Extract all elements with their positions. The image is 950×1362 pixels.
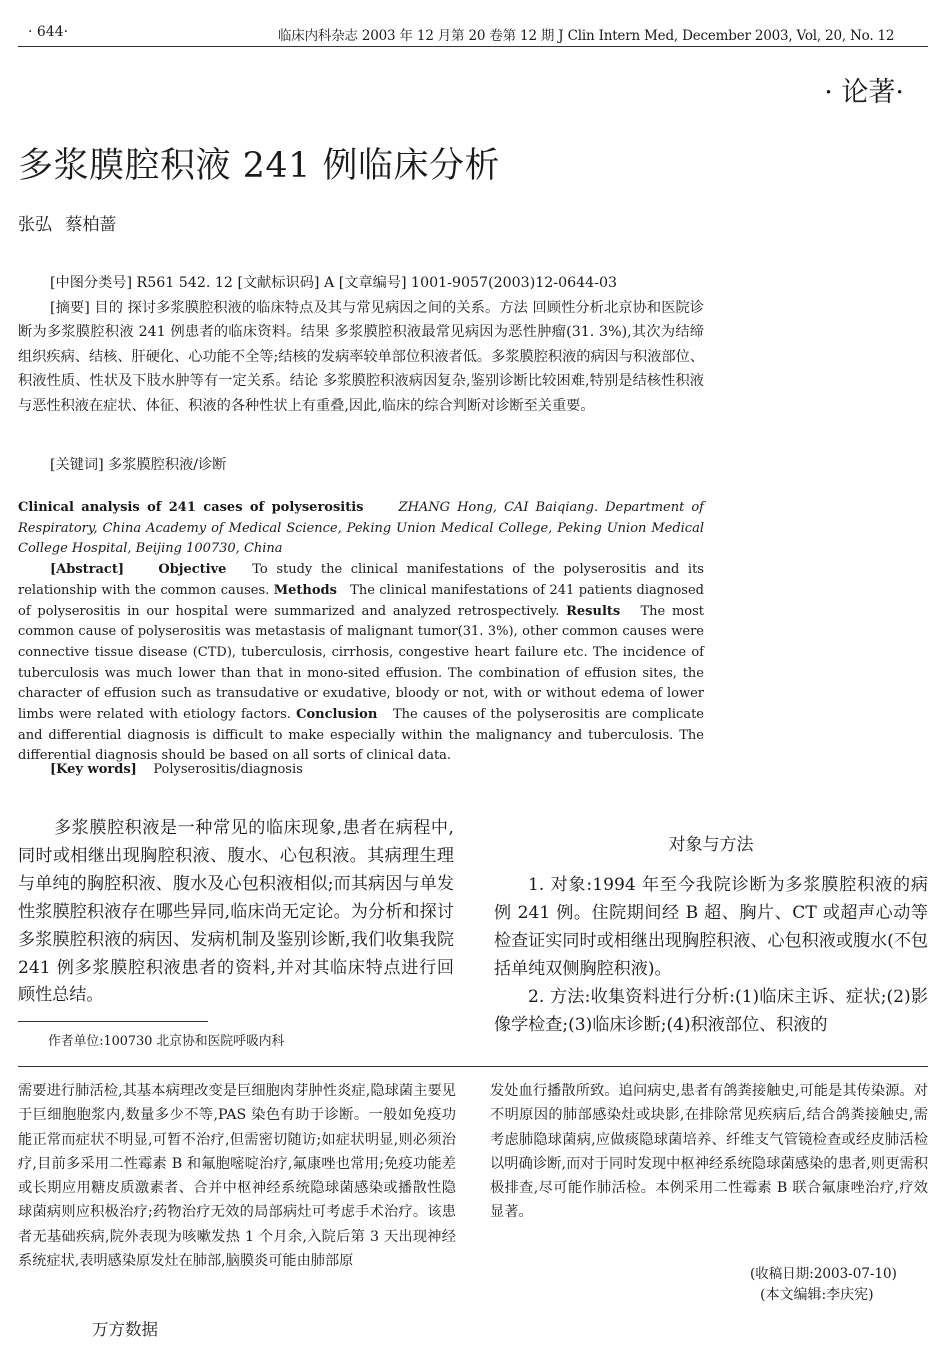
- methods-procedure: 2. 方法:收集资料进行分析:(1)临床主诉、症状;(2)影像学检查;(3)临床诊断;(4)积液部位、积液的: [494, 986, 928, 1035]
- english-abstract-block: [18, 498, 704, 767]
- footnote-rule: [18, 1021, 208, 1022]
- article-title: 多浆膜腔积液 241 例临床分析: [18, 146, 501, 186]
- results-text: The most common cause of polyserositis was metastasis of malignant tumor(31. 3%), other common causes were connective tissue disease (CTD), tuberculosis, cirrhosis, congestive heart failure etc. The incidence of tuberculosis was much lower than that in mono-sited effusion. The combination of effusion sites, the character of effusion such as transudative or exudative, bloody or not, with or without edema of lower limbs were related with etiology factors.: [18, 603, 705, 723]
- english-abstract-paragraph: [18, 560, 704, 767]
- objective-text: To study the clinical manifestations of the polyserositis and its relationship with the common causes.: [18, 562, 704, 598]
- article-divider-rule: [18, 1066, 928, 1067]
- english-title-line: [18, 498, 704, 560]
- abstract-label: [Abstract]: [50, 562, 124, 578]
- authors: 张弘 蔡柏蔷: [18, 215, 117, 235]
- english-keywords: [50, 762, 303, 777]
- author-affiliation: 作者单位:100730 北京协和医院呼吸内科: [48, 1034, 285, 1049]
- received-date: (收稿日期:2003-07-10): [750, 1266, 897, 1282]
- header-rule: [18, 46, 928, 47]
- conclusion-text: The causes of the polyserositis are complicate and differential diagnosis is difficult to make especially within the malignancy and tuberculosis. The differential diagnosis should be based on all sorts of clinical data.: [18, 707, 704, 764]
- conclusion-label: Conclusion: [296, 707, 378, 723]
- watermark: 万方数据: [92, 1320, 158, 1339]
- methods-subjects: 1. 对象:1994 年至今我院诊断为多浆膜腔积液的病例 241 例。住院期间经 B 超、胸片、CT 或超声心动等检查证实同时或相继出现胸腔积液、心包积液或腹水(不包括单纯双侧胸腔积液)。: [494, 875, 929, 979]
- methods-section: [494, 872, 928, 1039]
- classification-line: [中图分类号] R561 542. 12 [文献标识码] A [文章编号] 1001-9057(2003)12-0644-03: [50, 275, 618, 291]
- previous-article-left-column: 需要进行肺活检,其基本病理改变是巨细胞肉芽肿性炎症,隐球菌主要见于巨细胞胞浆内,数量多少不等,PAS 染色有助于诊断。一般如免疫功能正常而症状不明显,可暂不治疗,但需密切随访;如症状明显,则必须治疗,目前多采用二性霉素 B 和氟胞嘧啶治疗,氟康唑也常用;免疫功能差或长期应用糖皮质激素者、合并中枢神经系统隐球菌感染或播散性隐球菌病则应积极治疗;药物治疗无效的局部病灶可考虑手术治疗。该患者无基础疾病,院外表现为咳嗽发热 1 个月余,入院后第 3 天出现神经系统症状,表明感染原发灶在肺部,脑膜炎可能由肺部原: [18, 1083, 456, 1270]
- keywords-text: Polyserositis/diagnosis: [153, 762, 303, 777]
- methods-heading: 对象与方法: [668, 835, 754, 855]
- keywords-label: [Key words]: [50, 762, 137, 777]
- chinese-keywords: [关键词] 多浆膜腔积液/诊断: [50, 457, 227, 473]
- editor-credit: (本文编辑:李庆宪): [760, 1287, 874, 1303]
- english-title: Clinical analysis of 241 cases of polyserositis: [18, 500, 364, 515]
- english-byline: ZHANG Hong, CAI Baiqiang. Department of Respiratory, China Academy of Medical Science, Peking Union Medical College, Peking Union Medical College Hospital, Beijing 100730, China: [18, 500, 704, 557]
- section-label: · 论著·: [824, 77, 904, 108]
- page-number: · 644·: [28, 24, 69, 40]
- methods-label: Methods: [273, 582, 337, 598]
- introduction-paragraph: 多浆膜腔积液是一种常见的临床现象,患者在病程中,同时或相继出现胸腔积液、腹水、心包积液。其病理生理与单纯的胸腔积液、腹水及心包积液相似;而其病因与单发性浆膜腔积液存在哪些异同,临床尚无定论。为分析和探讨多浆膜腔积液的病因、发病机制及鉴别诊断,我们收集我院 241 例多浆膜腔积液患者的资料,并对其临床特点进行回顾性总结。: [18, 818, 454, 1006]
- chinese-abstract: [摘要] 目的 探讨多浆膜腔积液的临床特点及其与常见病因之间的关系。方法 回顾性分析北京协和医院诊断为多浆膜腔积液 241 例患者的临床资料。结果 多浆膜腔积液最常见病因为恶性肿瘤(31. 3%),其次为结缔组织疾病、结核、肝硬化、心功能不全等;结核的发病率较单部位积液者低。多浆膜腔积液的病因与积液部位、积液性质、性状及下肢水肿等有一定关系。结论 多浆膜腔积液病因复杂,鉴别诊断比较困难,特别是结核性积液与恶性积液在症状、体征、积液的各种性状上有重叠,因此,临床的综合判断对诊断至关重要。: [18, 300, 704, 414]
- previous-article-right-column: 发处血行播散所致。追问病史,患者有鸽粪接触史,可能是其传染源。对不明原因的肺部感染灶或块影,在排除常见疾病后,结合鸽粪接触史,需考虑肺隐球菌病,应做痰隐球菌培养、纤维支气管镜检查或经皮肺活检以明确诊断,而对于同时发现中枢神经系统隐球菌感染的患者,则更需积极排查,尽可能作肺活检。本例采用二性霉素 B 联合氟康唑治疗,疗效显著。: [490, 1083, 928, 1221]
- results-label: Results: [566, 603, 621, 619]
- methods-text: The clinical manifestations of 241 patients diagnosed of polyserositis in our hospital were summarized and analyzed retrospectively.: [18, 582, 704, 619]
- running-head: 临床内科杂志 2003 年 12 月第 20 卷第 12 期 J Clin Intern Med, December 2003, Vol, 20, No. 12: [278, 28, 895, 44]
- objective-label: Objective: [158, 562, 227, 578]
